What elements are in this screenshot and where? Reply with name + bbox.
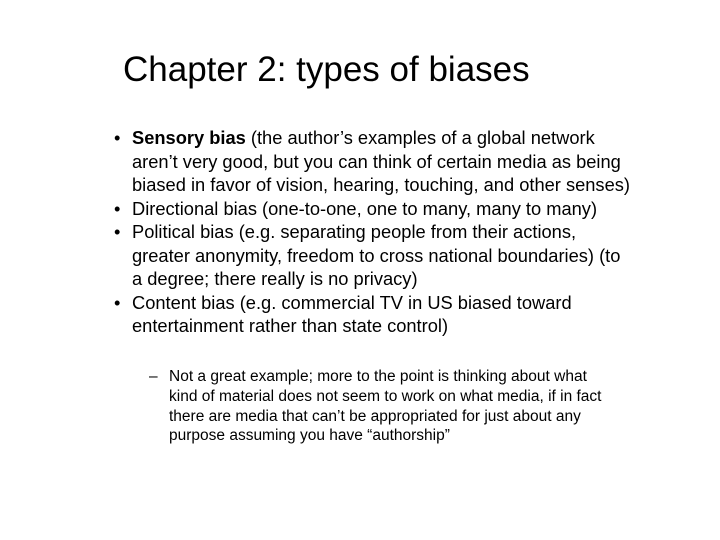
bullet-line: aren’t very good, but you can think of certain media as being [132,150,621,172]
sub-bullet-line: Not a great example; more to the point is thinking about what [169,368,587,385]
bullet-line: a degree; there really is no privacy) [132,268,418,289]
sub-bullet-item [149,367,689,446]
bullet-line: greater anonymity, freedom to cross national boundaries) (to [132,244,621,266]
bullet-item-political-bias [114,220,674,291]
bullet-item-content-bias [114,291,674,338]
bullet-marker: • [114,127,121,148]
bullet-line [132,126,674,150]
sub-bullet-line: purpose assuming you have “authorship” [169,427,450,445]
bullet-line: Directional bias (one-to-one, one to many, many to many) [132,197,598,219]
bullet-marker: • [114,291,121,313]
bullet-line: Content bias (e.g. commercial TV in US biased toward [132,291,572,313]
bullet-line: entertainment rather than state control) [132,315,449,336]
bullet-text: (the author’s examples of a global network [245,127,595,148]
bullet-bold-term: Sensory bias [132,127,246,148]
bullet-marker: • [114,221,121,242]
sub-bullet-line: kind of material does not seem to work on what media, if in fact [169,387,602,405]
sub-bullet-line: there are media that can’t be appropriated for just about any [169,407,581,425]
sub-bullet-marker: – [149,368,158,385]
slide-title: Chapter 2: types of biases [123,50,530,89]
sub-bullet-list [149,367,689,446]
bullet-list [114,126,674,338]
bullet-marker: • [114,197,121,219]
bullet-item-sensory-bias [114,126,674,197]
bullet-item-directional-bias [114,197,674,221]
bullet-line: Political bias (e.g. separating people from their actions, [132,221,577,242]
bullet-line: biased in favor of vision, hearing, touching, and other senses) [132,174,630,195]
